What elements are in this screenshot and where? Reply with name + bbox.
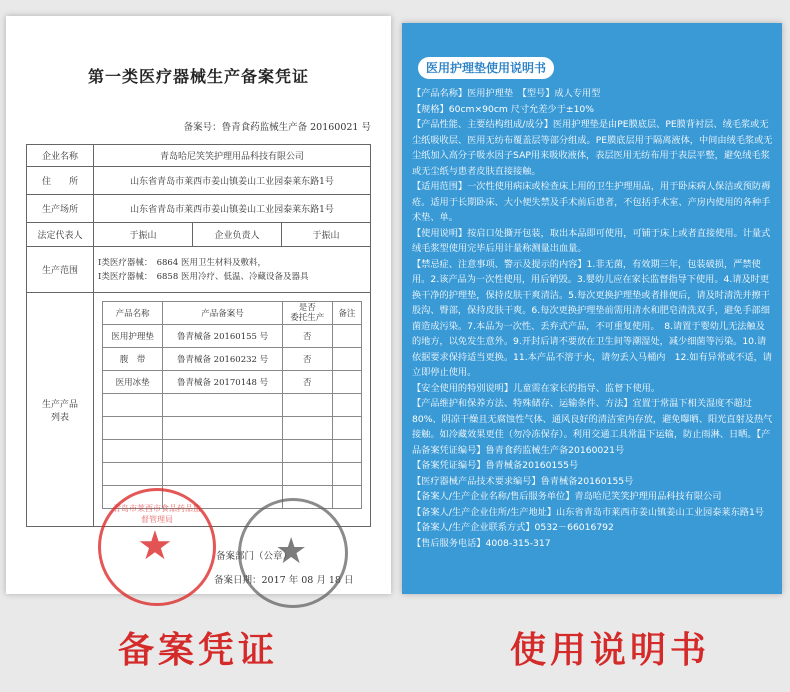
seal-star-icon: ★ xyxy=(137,523,173,569)
table-row xyxy=(103,394,362,417)
col-header-no: 产品备案号 xyxy=(163,302,283,325)
product-name: 医用冰垫 xyxy=(103,371,163,394)
col-header-name: 产品名称 xyxy=(103,302,163,325)
company-value: 青岛哈尼笑笑护理用品科技有限公司 xyxy=(94,145,371,167)
address-value: 山东省青岛市莱西市姜山镇姜山工业园泰莱东路1号 xyxy=(94,167,371,195)
manual-line: 【使用说明】按启口处撕开包装，取出本品即可使用，可铺于床上或者直接使用。计量式绒毛浆型使用完毕后用计量称测量出血量。 xyxy=(412,227,771,254)
footer-date: 备案日期：2017 年 08 月 18 日 xyxy=(214,575,354,586)
product-no: 鲁青械备 20160232 号 xyxy=(163,348,283,371)
manager-value: 于振山 xyxy=(282,223,371,247)
scope-line-2: Ⅰ类医疗器械： 6858 医用冷疗、低温、冷藏设备及器具 xyxy=(98,271,309,282)
footer-department: 备案部门（公章） xyxy=(216,551,293,562)
legal-label: 法定代表人 xyxy=(27,223,94,247)
scope-label: 生产范围 xyxy=(27,247,94,293)
table-row xyxy=(103,463,362,486)
company-label: 企业名称 xyxy=(27,145,94,167)
manual-line: 【备案人/生产企业名称/售后服务单位】青岛哈尼笑笑护理用品科技有限公司 xyxy=(412,491,722,502)
table-row xyxy=(103,371,362,394)
certificate-document xyxy=(6,16,391,594)
certificate-title: 第一类医疗器械生产备案凭证 xyxy=(87,67,309,86)
seal-star-icon: ★ xyxy=(275,531,308,572)
product-delegated: 否 xyxy=(282,371,332,394)
manual-title: 医用护理垫使用说明书 xyxy=(418,57,554,79)
manual-body xyxy=(412,86,774,551)
seal-text: 青岛市莱西市食品药品监督管理局 xyxy=(113,504,201,524)
table-row xyxy=(103,486,362,509)
table-row xyxy=(103,348,362,371)
manual-line: 【备案凭证编号】鲁青械备20160155号 xyxy=(412,460,579,471)
certificate-table xyxy=(26,144,371,527)
product-delegated: 否 xyxy=(282,325,332,348)
manual-line: 【产品维护和保养方法、特殊储存、运输条件、方法】宜置于常温下相关湿度不超过80%、阴凉干燥且无腐蚀性气体、通风良好的清洁室内存放，避免曝晒、阳光直射及热气接触。如冷藏效果更佳（勿冷冻保存）。利用交通工具常温下运输，防止雨淋、日晒。【产品备案凭证编号】鲁青食药监械生产备20160021号 xyxy=(412,398,773,456)
address-label: 住 所 xyxy=(27,167,94,195)
manual-line: 【适用范围】一次性使用病床或检查床上用的卫生护理用品，用于卧床病人保洁或预防褥疮。适用于长期卧床、大小便失禁及手术前后患者，不包括手术室、产房内使用的各种手术垫、单。 xyxy=(412,181,771,223)
caption-manual: 使用说明书 xyxy=(510,630,711,671)
product-delegated: 否 xyxy=(282,348,332,371)
manual-line: 【产品名称】医用护理垫 【型号】成人专用型 xyxy=(412,88,601,99)
products-label: 生产产品 列表 xyxy=(27,293,94,527)
legal-value: 于振山 xyxy=(94,223,193,247)
product-name: 医用护理垫 xyxy=(103,325,163,348)
manual-line: 【备案人/生产企业住所/生产地址】山东省青岛市莱西市姜山镇姜山工业园泰莱东路1号 xyxy=(412,506,764,518)
manual-line: 【售后服务电话】4008-315-317 xyxy=(412,537,551,549)
manual-line: 【产品性能、主要结构组成/成分】医用护理垫是由PE膜底层、PE膜背衬层、绒毛浆或无尘纸吸收层、医用无纺布覆盖层等部分组成。PE膜底层用于隔离液体，中间由绒毛浆或无尘纸加入高分子吸水因子SAP用来吸收液体，表层医用无纺布用于表层平整，避免绒毛浆或无尘纸与患者皮肤直接接触。 xyxy=(412,119,773,177)
instruction-manual-panel xyxy=(402,23,782,594)
product-name: 腹 带 xyxy=(103,348,163,371)
product-no: 鲁青械备 20160155 号 xyxy=(163,325,283,348)
scope-line-1: Ⅰ类医疗器械： 6864 医用卫生材料及敷料， xyxy=(98,257,266,268)
manual-line: 【医疗器械产品技术要求编号】鲁青械备20160155号 xyxy=(412,475,634,487)
record-number: 备案号：鲁青食药监械生产备 20160021 号 xyxy=(183,122,371,133)
table-row xyxy=(103,325,362,348)
manager-label: 企业负责人 xyxy=(193,223,282,247)
manual-line: 【禁忌症、注意事项、警示及提示的内容】1.非无菌，有效期三年，包装破损，严禁使用。2.该产品为一次性使用，用后销毁。3.婴幼儿应在家长监督指导下使用。4.请及时更换干净的护理垫，保持皮肤干爽清洁。5.每次更换护理垫或者排便后，请及时清洗并擦干股沟、臀部，保持皮肤干爽。6.每次更换护理垫前需用清水和肥皂清洗双手，避免手部细菌造成污染。7.本品为一次性、丢弃式产品，不可重复使用。 8.请置于婴幼儿无法触及的地方，以免发生意外。9.开封后请不要放在卫生间等潮湿处，减少细菌等污染。10.请依据要求保持适当更换。11.本产品不溶于水，请勿丢入马桶内 12.如有异常或不适，请立即停止使用。 xyxy=(412,258,772,378)
manual-line: 【安全使用的特别说明】儿童需在家长的指导、监督下使用。 xyxy=(412,382,661,394)
caption-certificate: 备案凭证 xyxy=(118,630,279,671)
manual-line: 【规格】60cm×90cm 尺寸允差少于±10% xyxy=(412,103,594,115)
manual-line: 【备案人/生产企业联系方式】0532－66016792 xyxy=(412,522,614,533)
site-label: 生产场所 xyxy=(27,195,94,223)
product-note xyxy=(332,371,361,394)
product-table xyxy=(102,301,362,509)
col-header-delegated: 是否 委托生产 xyxy=(282,302,332,325)
product-note xyxy=(332,325,361,348)
table-row xyxy=(103,417,362,440)
product-note xyxy=(332,348,361,371)
product-no: 鲁青械备 20170148 号 xyxy=(163,371,283,394)
table-row xyxy=(103,440,362,463)
site-value: 山东省青岛市莱西市姜山镇姜山工业园泰莱东路1号 xyxy=(94,195,371,223)
col-header-note: 备注 xyxy=(332,302,361,325)
